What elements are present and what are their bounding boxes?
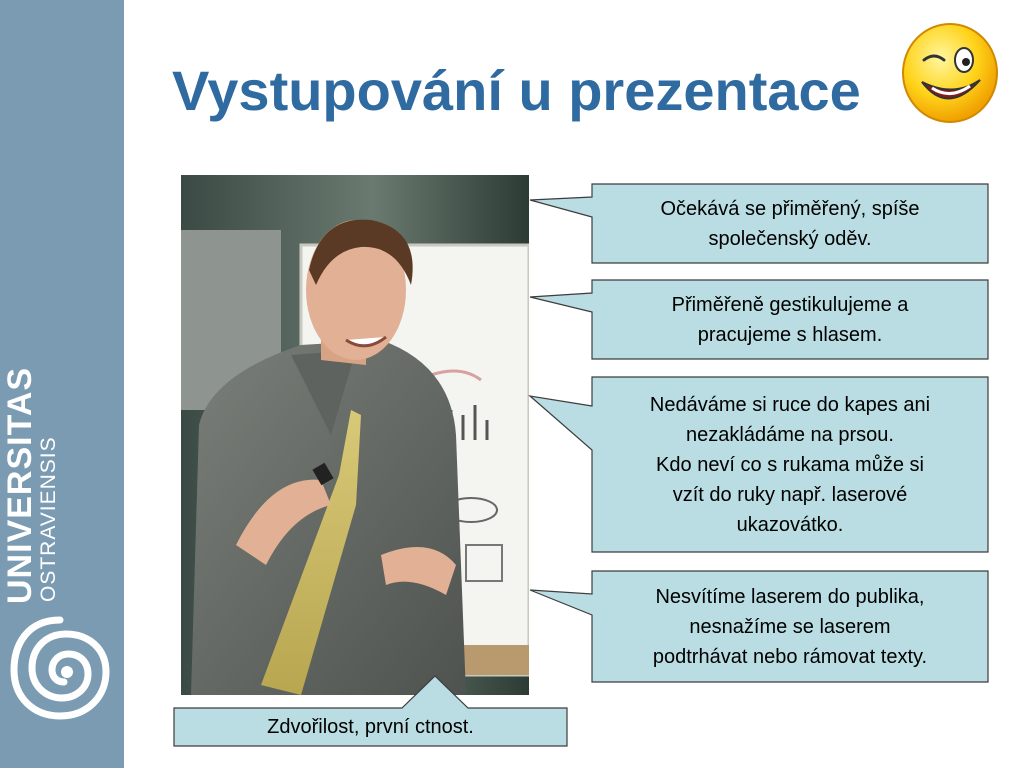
logo-line2: OSTRAVIENSIS xyxy=(37,436,60,602)
callout-gestures: Přiměřeně gestikulujeme a pracujeme s hlasem. xyxy=(671,293,909,346)
callout-hands: Nedáváme si ruce do kapes ani nezakládáme na prsou. Kdo neví co s rukama může si vzít do ruky např. laserové ukazovátko. xyxy=(649,393,931,536)
slide-title: Vystupování u prezentace xyxy=(172,59,861,122)
callout-politeness: Zdvořilost, první ctnost. xyxy=(267,716,474,738)
callout-attire: Očekává se přiměřený, spíše společenský oděv. xyxy=(660,197,920,250)
callout-laser: Nesvítíme laserem do publika, nesnažíme se laserem podtrhávat nebo rámovat texty. xyxy=(652,585,928,668)
logo-line1: UNIVERSITAS xyxy=(1,366,39,604)
